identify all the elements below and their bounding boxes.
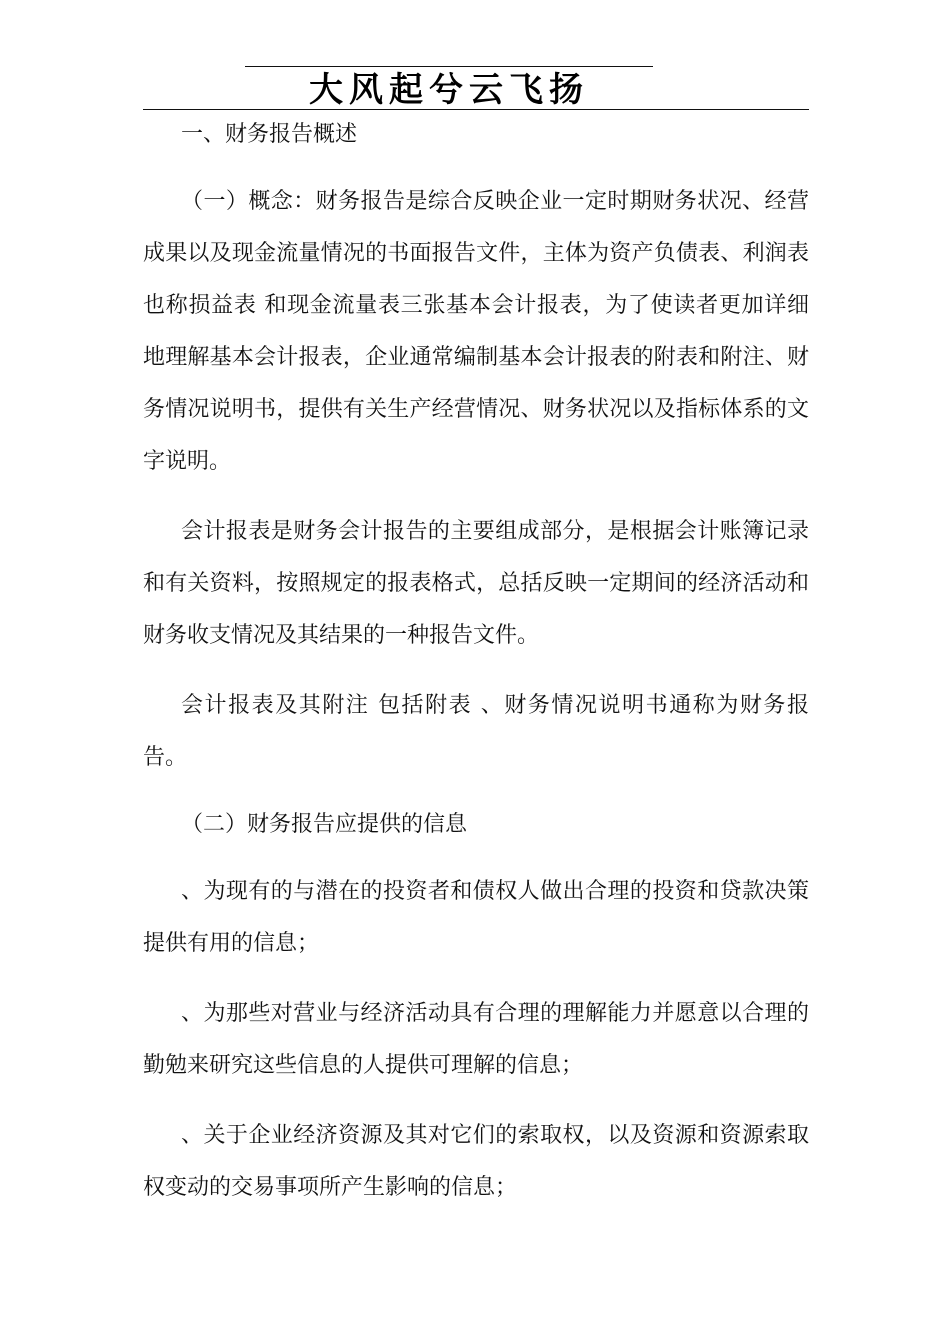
header-bottom-rule bbox=[143, 109, 809, 110]
info-item-2: 、为那些对营业与经济活动具有合理的理解能力并愿意以合理的勤勉来研究这些信息的人提供可理解的信息； bbox=[143, 1001, 809, 1078]
page-header bbox=[0, 0, 950, 120]
accounting-statements-paragraph: 会计报表是财务会计报告的主要组成部分，是根据会计账簿记录和有关资料，按照规定的报表格式，总括反映一定期间的经济活动和财务收支情况及其结果的一种报告文件。 bbox=[143, 519, 809, 648]
info-item-1: 、为现有的与潜在的投资者和债权人做出合理的投资和贷款决策提供有用的信息； bbox=[143, 879, 809, 956]
section-heading: 一、财务报告概述 bbox=[181, 122, 358, 147]
financial-report-definition-paragraph: 会计报表及其附注 包括附表 、财务情况说明书通称为财务报告。 bbox=[143, 693, 809, 770]
info-item-3: 、关于企业经济资源及其对它们的索取权，以及资源和资源索取权变动的交易事项所产生影响的信息； bbox=[143, 1123, 809, 1200]
document-body bbox=[143, 112, 809, 1214]
concept-paragraph: （一）概念：财务报告是综合反映企业一定时期财务状况、经营成果以及现金流量情况的书面报告文件，主体为资产负债表、利润表 也称损益表 和现金流量表三张基本会计报表，为了使读者更加详细地理解基本会计报表，企业通常编制基本会计报表的附表和附注、财务情况说明书，提供有关生产经营情况、财务状况以及指标体系的文字说明。 bbox=[143, 189, 809, 474]
subsection-heading: （二）财务报告应提供的信息 bbox=[181, 812, 468, 837]
header-top-rule bbox=[245, 66, 653, 67]
header-title: 大风起兮云飞扬 bbox=[309, 70, 589, 110]
